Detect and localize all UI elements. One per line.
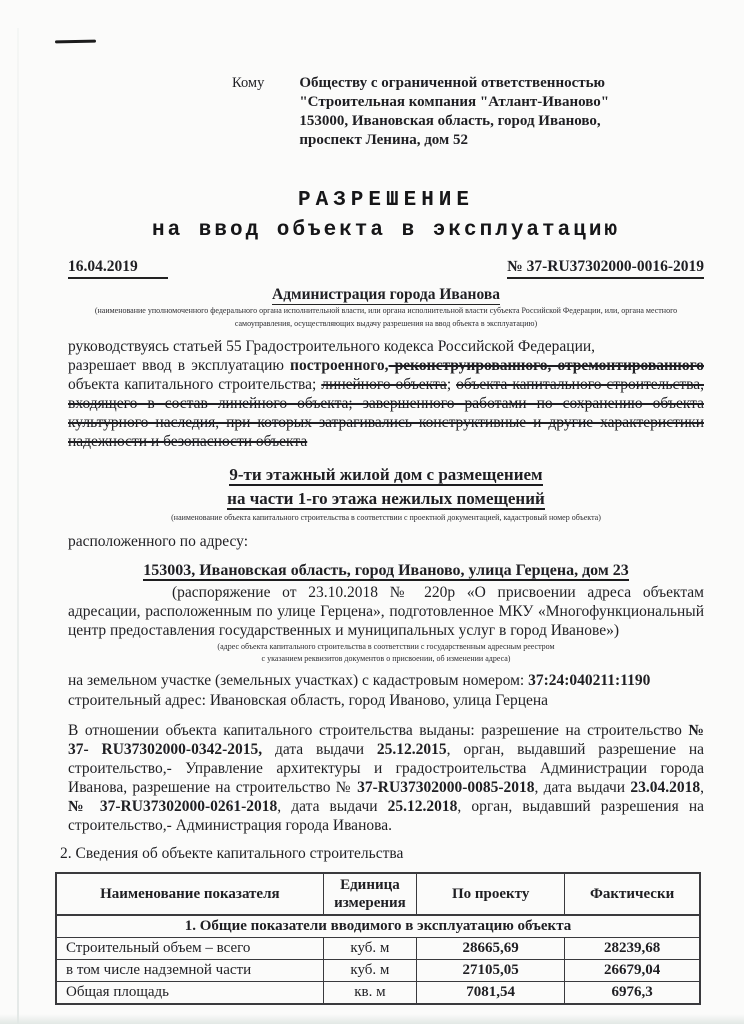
permission-lead: разрешает ввод в эксплуатацию	[68, 357, 291, 374]
permits-text: дата выдачи	[262, 740, 377, 758]
document-title	[68, 188, 704, 243]
permit-number-2: 37-RU37302000-0085-2018	[357, 778, 535, 796]
permission-kept-option: построенного,	[290, 357, 389, 374]
permits-text: , орган, выдавший разрешения на строительство,- Администрация города Иванова.	[68, 797, 705, 834]
permit-number-3: № 37-RU37302000-0261-2018	[68, 797, 278, 815]
indicator-project-value: 28665,69	[417, 937, 565, 959]
scan-artifact-left-edge	[17, 28, 19, 1024]
indicators-table	[55, 872, 701, 1005]
table-header-project: По проекту	[417, 873, 565, 915]
indicator-unit: куб. м	[323, 959, 416, 981]
table-header-row	[56, 873, 700, 915]
issuing-authority-name: Администрация города Иванова	[272, 286, 500, 303]
permits-paragraph	[68, 721, 704, 835]
permits-text: , дата выдачи	[277, 797, 388, 815]
permit-date-2: 23.04.2018	[630, 778, 701, 796]
indicator-name: Строительный объем – всего	[56, 937, 323, 959]
permission-struck-option: реконструированного, отремонтированного	[388, 357, 704, 374]
permission-paragraph	[68, 337, 704, 451]
document-number: № 37-RU37302000-0016-2019	[507, 258, 704, 279]
document-title-line2: на ввод объекта в эксплуатацию	[151, 219, 621, 242]
land-parcel-section	[68, 671, 704, 711]
permission-kept-text: объекта капитального строительства;	[68, 376, 322, 393]
scan-artifact-bottom-edge	[0, 1014, 744, 1024]
indicator-unit: кв. м	[323, 981, 416, 1004]
permission-struck-rest: объекта капитального строительства, входящего в состав линейного объекта; завершенного работами по сохранению объекта культурного наследия, при которых затрагивались конструктивные и другие характеристики надежности и безопасности объекта	[68, 376, 704, 450]
indicator-unit: куб. м	[323, 937, 416, 959]
address-note: (распоряжение от 23.10.2018 № 220р «О присвоении адреса объектам адресации, расположенным по улице Герцена», подготовленное МКУ «Многофункциональный центр предоставления государственных и муниципальных услуг в город Иванове»)	[68, 583, 704, 639]
object-name-line1: 9-ти этажный жилой дом с размещением	[229, 465, 543, 484]
permits-text: , дата выдачи	[534, 778, 631, 796]
indicator-actual-value: 6976,3	[565, 981, 700, 1004]
indicator-actual-value: 26679,04	[565, 959, 700, 981]
addressee-section	[68, 0, 704, 150]
parcel-lead: на земельном участке (земельных участках) с кадастровым номером:	[68, 671, 529, 689]
permit-date-3: 25.12.2018	[387, 797, 458, 815]
table-row	[56, 959, 700, 981]
table-row	[56, 937, 700, 959]
address-caption-line1: (адрес объекта капитального строительства в соответствии с государственным адресным реестром	[217, 641, 555, 651]
table-section-row	[56, 915, 700, 938]
authority-caption-line2: самоуправления, осуществляющих выдачу разрешения на ввод объекта в эксплуатацию)	[234, 318, 538, 328]
table-section-title: 1. Общие показатели вводимого в эксплуатацию объекта	[56, 915, 700, 938]
addressee-line: Обществу с ограниченной ответственностью	[299, 75, 606, 91]
permission-intro: руководствуясь статьей 55 Градостроительного кодекса Российской Федерации,	[68, 338, 596, 355]
permits-text: , орган, выдавший разрешение на строительство,- Управление архитектуры и градостроительства Администрации города Иванова, разрешение на строительство №	[68, 740, 704, 796]
indicator-project-value: 27105,05	[417, 959, 565, 981]
indicator-name: в том числе надземной части	[56, 959, 323, 981]
permit-date-1: 25.12.2015	[376, 740, 447, 758]
addressee-label: Кому	[232, 75, 265, 91]
addressee-line: проспект Ленина, дом 52	[299, 132, 468, 148]
indicator-actual-value: 28239,68	[565, 937, 700, 959]
object-name	[68, 463, 704, 511]
table-header-indicator: Наименование показателя	[56, 873, 323, 915]
address-caption-line2: с указанием реквизитов документов о присвоении, об изменении адреса)	[261, 654, 511, 663]
addressee-line: 153000, Ивановская область, город Иваново,	[299, 113, 601, 129]
permission-separator: ;	[446, 376, 457, 393]
table-header-unit: Единица измерения	[323, 873, 416, 915]
construction-address: строительный адрес: Ивановская область, город Иваново, улица Герцена	[68, 691, 549, 709]
indicator-project-value: 7081,54	[417, 981, 565, 1004]
document-title-line1: РАЗРЕШЕНИЕ	[297, 189, 475, 212]
issuing-authority	[68, 286, 704, 304]
addressee-block	[299, 74, 629, 150]
table-row	[56, 981, 700, 1004]
authority-caption-line1: (наименование уполномоченного федерального органа исполнительной власти, или органа исполнительной власти субъекта Российской Федерации, или, органа местного	[94, 306, 678, 315]
table-header-actual: Фактически	[565, 873, 700, 915]
issue-date: 16.04.2019	[68, 258, 168, 279]
meta-row	[68, 258, 704, 279]
permits-text: ,	[700, 778, 704, 796]
object-name-caption: (наименование объекта капитального строительства в соответствии с проектной документацией, кадастровый номер объекта)	[171, 513, 601, 522]
section-2-heading: 2. Сведения об объекте капитального строительства	[60, 844, 404, 862]
land-parcel-line	[68, 671, 704, 691]
located-label: расположенного по адресу:	[68, 532, 248, 550]
object-address	[68, 560, 704, 582]
permit-number-1: № 37- RU37302000-0342-2015,	[68, 721, 704, 758]
object-name-line2: на части 1-го этажа нежилых помещений	[227, 489, 545, 508]
object-address-text: 153003, Ивановская область, город Иваново, улица Герцена, дом 23	[143, 561, 629, 579]
permission-struck-linear: линейного объекта	[321, 376, 447, 393]
addressee-line: "Строительная компания "Атлант-Иваново"	[299, 94, 610, 110]
permits-text: В отношении объекта капитального строительства выданы: разрешение на строительство	[68, 721, 689, 739]
cadastral-number: 37:24:040211:1190	[528, 671, 651, 689]
indicator-name: Общая площадь	[56, 981, 323, 1004]
